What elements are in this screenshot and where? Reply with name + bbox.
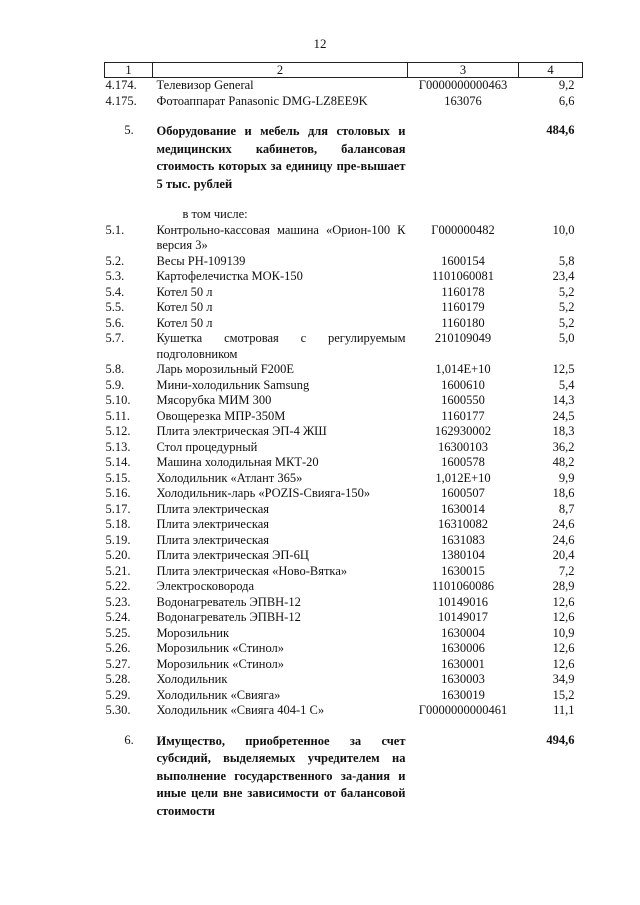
- inventory-code: 1630014: [441, 501, 485, 516]
- subheading-row: [105, 201, 583, 223]
- table-row: [105, 316, 583, 332]
- table-row: [105, 440, 583, 456]
- table-header-row: [105, 63, 583, 78]
- table-row: [105, 517, 583, 533]
- table-row: [105, 688, 583, 704]
- row-number: 5.11.: [105, 408, 131, 423]
- book-value: 9,2: [558, 78, 575, 92]
- inventory-code: 1160177: [441, 408, 485, 423]
- item-name: Машина холодильная МКТ-20: [156, 455, 319, 469]
- table-row: [105, 486, 583, 502]
- table-row: [105, 269, 583, 285]
- row-number: 5.16.: [105, 486, 131, 500]
- table-row: [105, 564, 583, 580]
- item-name: Холодильник: [156, 672, 228, 686]
- table-row: [105, 533, 583, 549]
- row-number: 5.20.: [105, 548, 131, 562]
- inventory-code: 1600154: [441, 253, 485, 268]
- column-header-value: 4: [519, 63, 583, 78]
- inventory-code: Г0000000000461: [418, 703, 508, 717]
- book-value: 48,2: [552, 455, 575, 469]
- item-name: Водонагреватель ЭПВН-12: [156, 594, 301, 609]
- inventory-code: 1630004: [441, 625, 485, 640]
- book-value: 18,3: [552, 424, 575, 438]
- book-value: 36,2: [552, 439, 575, 454]
- inventory-code: [408, 109, 519, 201]
- inventory-code: 1630006: [441, 641, 485, 655]
- book-value: 34,9: [552, 672, 575, 686]
- inventory-code: 1630019: [441, 687, 485, 702]
- book-value: 24,6: [552, 532, 575, 547]
- inventory-code: 1160180: [441, 315, 485, 330]
- row-number: 5.26.: [105, 641, 131, 655]
- inventory-code: 1101060081: [431, 269, 495, 283]
- table-row: [105, 300, 583, 316]
- item-name: Имущество, приобретенное за счет субсидий, выделяемых учредителем на выполнение государственного за-дания и иные цели вне зависимости от балансовой стоимости: [156, 733, 406, 818]
- table-row: [105, 78, 583, 94]
- table-row: [105, 94, 583, 110]
- book-value: 9,9: [558, 470, 575, 485]
- item-name: Овощерезка МПР-350М: [156, 408, 286, 423]
- item-name: Плита электрическая: [156, 517, 270, 531]
- row-number: 5.30.: [105, 703, 131, 717]
- row-number: 5.17.: [105, 501, 131, 516]
- inventory-code: 16310082: [438, 517, 488, 531]
- row-number: [105, 201, 153, 223]
- item-name: Мини-холодильник Samsung: [156, 377, 310, 392]
- row-number: 6.: [124, 732, 134, 747]
- row-number: 5.13.: [105, 439, 131, 454]
- inventory-code: 1600578: [441, 455, 485, 469]
- row-number: 5.18.: [105, 517, 131, 531]
- item-name: Плита электрическая: [156, 501, 270, 516]
- inventory-code: 16300103: [438, 439, 488, 454]
- row-number: 5.23.: [105, 594, 131, 609]
- inventory-code: 10149017: [438, 610, 488, 624]
- inventory-code: Г0000000000463: [418, 78, 508, 92]
- inventory-code: [408, 719, 519, 829]
- item-name: Котел 50 л: [156, 284, 213, 299]
- section-row: [105, 109, 583, 201]
- book-value: 28,9: [552, 579, 575, 593]
- row-number: 5.8.: [105, 362, 125, 376]
- item-name: Плита электрическая: [156, 532, 270, 547]
- row-number: 5.5.: [105, 300, 125, 314]
- inventory-code: 162930002: [434, 424, 492, 438]
- inventory-code: 1630015: [441, 563, 485, 578]
- book-value: 12,5: [552, 362, 575, 376]
- item-name: Телевизор General: [156, 78, 254, 92]
- table-body: [105, 78, 583, 829]
- inventory-code: 210109049: [434, 331, 492, 345]
- table-row: [105, 223, 583, 254]
- row-number: 5.9.: [105, 377, 125, 392]
- row-number: 5.21.: [105, 563, 131, 578]
- table-row: [105, 285, 583, 301]
- inventory-code: 1380104: [441, 548, 485, 562]
- inventory-code: 1101060086: [431, 579, 495, 593]
- item-name: Водонагреватель ЭПВН-12: [156, 610, 301, 624]
- column-header-inventory-code: 3: [408, 63, 519, 78]
- row-number: 5.6.: [105, 315, 125, 330]
- item-name: Плита электрическая ЭП-6Ц: [156, 548, 309, 562]
- item-name: Холодильник-ларь «POZIS-Свияга-150»: [156, 486, 371, 500]
- table-row: [105, 362, 583, 378]
- inventory-code: [408, 201, 519, 223]
- inventory-code: 1631083: [441, 532, 485, 547]
- item-name: Котел 50 л: [156, 300, 213, 314]
- item-name: Кушетка смотровая с регулируемым подголовником: [156, 331, 406, 361]
- book-value: 11,1: [553, 703, 575, 717]
- book-value: 18,6: [552, 486, 575, 500]
- row-number: 5.19.: [105, 532, 131, 547]
- inventory-code: Г000000482: [431, 222, 495, 237]
- book-value: 5,8: [558, 253, 575, 268]
- book-value: 12,6: [552, 641, 575, 655]
- row-number: 5.25.: [105, 625, 131, 640]
- row-number: 5.27.: [105, 656, 131, 671]
- book-value: 15,2: [552, 687, 575, 702]
- book-value: 10,9: [552, 625, 575, 640]
- row-number: 4.175.: [105, 93, 137, 108]
- item-name: Холодильник «Свияга 404-1 С»: [156, 703, 325, 717]
- row-number: 5.2.: [105, 253, 125, 268]
- book-value: 8,7: [558, 501, 575, 516]
- row-number: 5.7.: [105, 331, 125, 345]
- row-number: 5.12.: [105, 424, 131, 438]
- item-name: Морозильник «Стинол»: [156, 641, 285, 655]
- book-value: 5,0: [558, 331, 575, 345]
- item-name: Фотоаппарат Panasonic DMG-LZ8EE9K: [156, 93, 368, 108]
- row-number: 5.24.: [105, 610, 131, 624]
- item-name: Оборудование и мебель для столовых и медицинских кабинетов, балансовая стоимость которых за единицу пре-вышает 5 тыс. рублей: [156, 124, 406, 191]
- table-row: [105, 254, 583, 270]
- book-value: 10,0: [552, 222, 575, 237]
- item-name: Стол процедурный: [156, 439, 258, 454]
- table-row: [105, 378, 583, 394]
- row-number: 5.1.: [105, 222, 125, 237]
- item-name: Котел 50 л: [156, 315, 213, 330]
- book-value: 5,4: [558, 377, 575, 392]
- item-name: Картофелечистка МОК-150: [156, 269, 303, 283]
- inventory-code: 163076: [444, 93, 482, 108]
- item-name: Ларь морозильный F200E: [156, 362, 295, 376]
- book-value: 5,2: [558, 284, 575, 299]
- row-number: 5.14.: [105, 455, 131, 469]
- column-header-name: 2: [153, 63, 408, 78]
- inventory-code: 1600507: [441, 486, 485, 500]
- book-value: 14,3: [552, 393, 575, 407]
- row-number: 5.15.: [105, 470, 131, 485]
- table-row: [105, 409, 583, 425]
- table-row: [105, 595, 583, 611]
- table-row: [105, 393, 583, 409]
- book-value: 5,2: [558, 315, 575, 330]
- table-row: [105, 471, 583, 487]
- book-value: 5,2: [558, 300, 575, 314]
- item-name: Холодильник «Свияга»: [156, 687, 281, 702]
- row-number: 5.10.: [105, 393, 131, 407]
- book-value: 12,6: [552, 656, 575, 671]
- table-row: [105, 657, 583, 673]
- table-row: [105, 548, 583, 564]
- table-row: [105, 579, 583, 595]
- inventory-code: 1,014E+10: [435, 362, 491, 376]
- book-value: 20,4: [552, 548, 575, 562]
- book-value: 484,6: [546, 123, 575, 137]
- book-value: [519, 201, 583, 223]
- book-value: 23,4: [552, 269, 575, 283]
- table-row: [105, 672, 583, 688]
- inventory-code: 1630003: [441, 672, 485, 686]
- item-name: Мясорубка МИМ 300: [156, 393, 272, 407]
- item-name: Морозильник: [156, 625, 230, 640]
- column-header-number: 1: [105, 63, 153, 78]
- row-number: 5.29.: [105, 687, 131, 702]
- section-row: [105, 719, 583, 829]
- inventory-code: 1600550: [441, 393, 485, 407]
- book-value: 494,6: [546, 732, 575, 747]
- inventory-code: 1160179: [441, 300, 485, 314]
- table-row: [105, 610, 583, 626]
- table-row: [105, 502, 583, 518]
- book-value: 12,6: [552, 594, 575, 609]
- row-number: 4.174.: [105, 78, 137, 92]
- row-number: 5.4.: [105, 284, 125, 299]
- row-number: 5.22.: [105, 579, 131, 593]
- table-row: [105, 331, 583, 362]
- book-value: 7,2: [558, 563, 575, 578]
- book-value: 24,6: [552, 517, 575, 531]
- inventory-code: 10149016: [438, 594, 488, 609]
- item-name: Холодильник «Атлант 365»: [156, 470, 303, 485]
- book-value: 6,6: [558, 93, 575, 108]
- row-number: 5.3.: [105, 269, 125, 283]
- table-row: [105, 455, 583, 471]
- inventory-code: 1,012E+10: [435, 470, 491, 485]
- property-table: [104, 62, 583, 828]
- table-row: [105, 703, 583, 719]
- inventory-code: 1160178: [441, 284, 485, 299]
- book-value: 12,6: [552, 610, 575, 624]
- row-number: 5.28.: [105, 672, 131, 686]
- inventory-code: 1630001: [441, 656, 485, 671]
- table-row: [105, 626, 583, 642]
- table-row: [105, 641, 583, 657]
- table-row: [105, 424, 583, 440]
- item-name: Плита электрическая ЭП-4 ЖШ: [156, 424, 327, 438]
- book-value: 24,5: [552, 408, 575, 423]
- item-name: в том числе:: [182, 207, 248, 221]
- item-name: Контрольно-кассовая машина «Орион-100 К версия 3»: [156, 222, 406, 252]
- item-name: Плита электрическая «Ново-Вятка»: [156, 563, 348, 578]
- item-name: Весы РН-109139: [156, 253, 246, 268]
- item-name: Морозильник «Стинол»: [156, 656, 285, 671]
- item-name: Электросковорода: [156, 579, 255, 593]
- row-number: 5.: [124, 123, 134, 137]
- inventory-code: 1600610: [441, 377, 485, 392]
- page-number: 12: [313, 36, 327, 51]
